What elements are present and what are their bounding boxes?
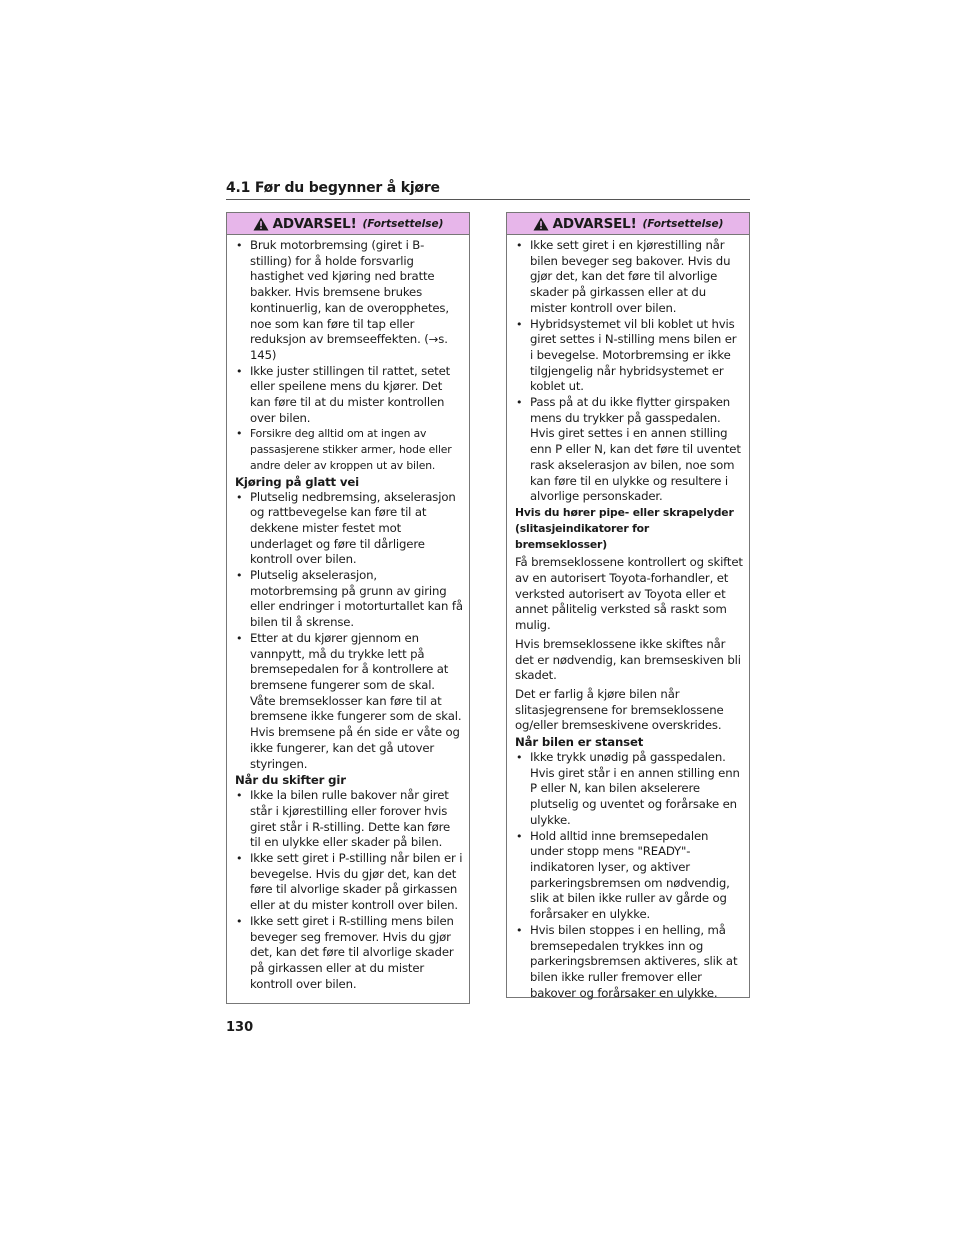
- list-item: • Ikke sett giret i P-stilling når bilen er i bevegelse. Hvis du gjør det, kan det føre til alvorlige skader på girkassen eller at du mister kontroll over bilen.: [235, 851, 463, 914]
- continued-label: (Fortsettelse): [642, 217, 724, 230]
- list-item: • Hybridsystemet vil bli koblet ut hvis giret settes i N-stilling mens bilen er i bevegelse. Motorbremsing er ikke tilgjengelig når hybridsystemet er koblet ut.: [515, 317, 743, 396]
- paragraph: Det er farlig å kjøre bilen når slitasjegrensene for bremseklossene og/eller bremseskivene overskrides.: [515, 686, 724, 733]
- page-number: 130: [226, 1020, 254, 1035]
- subheading-vehicle-stopped: Når bilen er stanset: [515, 735, 644, 750]
- section-title: 4.1 Før du begynner å kjøre: [226, 180, 440, 196]
- warning-box-left: [226, 212, 470, 1004]
- warning-triangle-icon: [533, 217, 549, 231]
- warning-body: [507, 235, 749, 1001]
- list-item: • Pass på at du ikke flytter girspaken mens du trykker på gasspedalen. Hvis giret settes i en annen stilling enn P eller N, kan det føre til uventet rask akselerasjon av bilen, noe som kan føre til en ulykke og resultere i alvorlige personskader.: [515, 395, 743, 505]
- paragraph: Hvis bremseklossene ikke skiftes når det er nødvendig, kan bremseskiven bli skadet.: [515, 636, 741, 683]
- list-item: • Bruk motorbremsing (giret i B-stilling) for å holde forsvarlig hastighet ved kjøring ned bratte bakker. Hvis bremsene brukes kontinuerlig, kan de overopphetes, noe som kan føre til tap eller reduksjon av bremseeffekten. (→s. 145): [235, 238, 463, 364]
- list-item: • Ikke juster stillingen til rattet, setet eller speilene mens du kjører. Det kan føre til at du mister kontrollen over bilen.: [235, 364, 463, 427]
- list-item: • Etter at du kjører gjennom en vannpytt, må du trykke lett på bremsepedalen for å kontrollere at bremsene fungerer som de skal. Våte bremseklosser kan føre til at bremsene ikke fungerer som de skal. Hvis bremsene på én side er våte og ikke fungerer, kan det gå utover styringen.: [235, 631, 463, 772]
- subheading-slippery-road: Kjøring på glatt vei: [235, 474, 359, 489]
- warning-label: ADVARSEL!: [272, 215, 357, 232]
- warning-box-right: [506, 212, 750, 998]
- continued-label: (Fortsettelse): [362, 217, 444, 230]
- warning-body: [227, 235, 469, 992]
- warning-header: [507, 213, 749, 235]
- paragraph: Få bremseklossene kontrollert og skiftet av en autorisert Toyota-forhandler, et verksted autorisert av Toyota eller et annet pålitelig verksted så raskt som mulig.: [515, 555, 743, 633]
- header-divider: [226, 199, 750, 200]
- warning-header: [227, 213, 469, 235]
- list-item: • Hold alltid inne bremsepedalen under stopp mens "READY"-indikatoren lyser, og aktiver parkeringsbremsen om nødvendig, slik at bilen ikke ruller av gårde og forårsaker en ulykke.: [515, 829, 743, 923]
- list-item: • Hvis bilen stoppes i en helling, må bremsepedalen trykkes inn og parkeringsbremsen aktiveres, slik at bilen ikke ruller fremover eller bakover og forårsaker en ulykke.: [515, 923, 743, 1002]
- subheading-brake-wear: Hvis du hører pipe- eller skrapelyder (slitasjeindikatorer for bremseklosser): [515, 505, 734, 551]
- list-item: • Ikke la bilen rulle bakover når giret står i kjørestilling eller forover hvis giret står i R-stilling. Dette kan føre til en ulykke eller skader på bilen.: [235, 788, 463, 851]
- list-item: • Ikke sett giret i R-stilling mens bilen beveger seg fremover. Hvis du gjør det, kan det føre til alvorlige skader på girkassen eller at du mister kontroll over bilen.: [235, 914, 463, 993]
- list-item: • Ikke sett giret i en kjørestilling når bilen beveger seg bakover. Hvis du gjør det, kan det føre til alvorlige skader på girkassen eller at du mister kontroll over bilen.: [515, 238, 743, 317]
- warning-triangle-icon: [253, 217, 269, 231]
- warning-label: ADVARSEL!: [552, 215, 637, 232]
- list-item: • Plutselig nedbremsing, akselerasjon og rattbevegelse kan føre til at dekkene mister festet mot underlaget og føre til dårligere kontroll over bilen.: [235, 490, 463, 569]
- list-item: • Forsikre deg alltid om at ingen av passasjerene stikker armer, hode eller andre deler av kroppen ut av bilen.: [235, 426, 463, 473]
- subheading-shifting-gears: Når du skifter gir: [235, 773, 346, 788]
- list-item: • Ikke trykk unødig på gasspedalen. Hvis giret står i en annen stilling enn P eller N, kan bilen akselerere plutselig og uventet og forårsake en ulykke.: [515, 750, 743, 829]
- list-item: • Plutselig akselerasjon, motorbremsing på grunn av giring eller endringer i motorturtallet kan få bilen til å skrense.: [235, 568, 463, 631]
